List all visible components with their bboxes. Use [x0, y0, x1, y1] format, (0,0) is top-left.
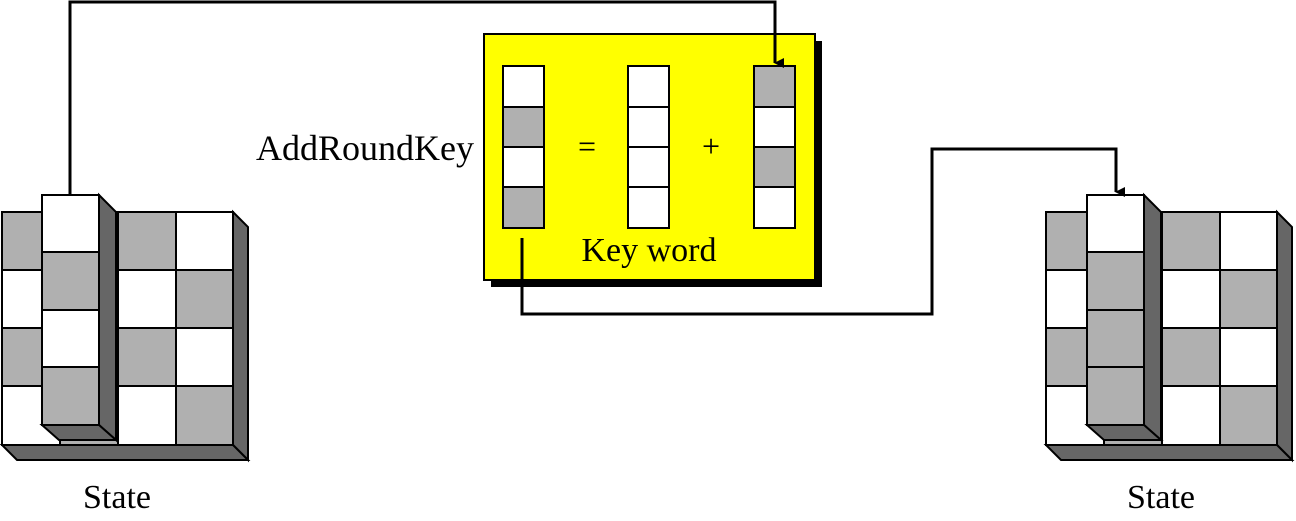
key-box	[484, 34, 822, 287]
key-word-label: Key word	[581, 232, 717, 269]
result-column	[628, 66, 669, 228]
plus-sign: +	[701, 128, 721, 164]
state-matrix-left	[2, 195, 248, 460]
key-word-column	[754, 66, 795, 228]
state-left-label: State	[83, 479, 151, 516]
state-right-label: State	[1127, 479, 1195, 516]
state-column	[503, 66, 544, 228]
addroundkey-label: AddRoundKey	[256, 128, 474, 168]
equals-sign: =	[577, 128, 597, 164]
state-matrix-right	[1046, 195, 1292, 460]
